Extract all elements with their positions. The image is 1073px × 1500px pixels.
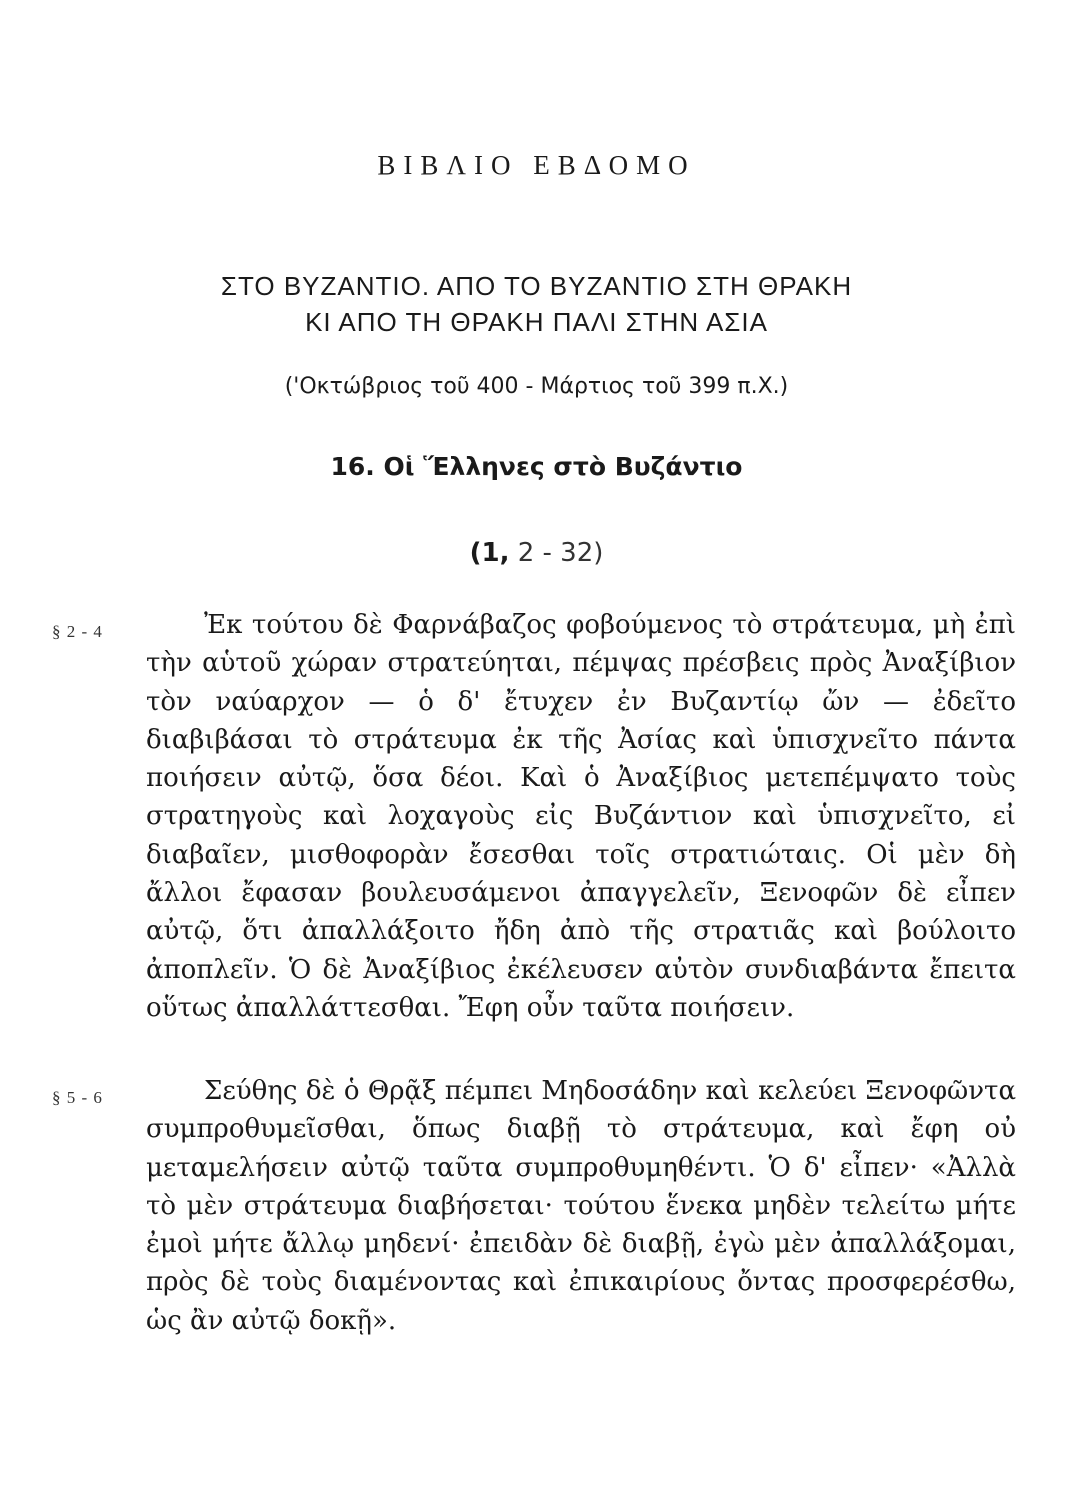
chapter-title	[0, 268, 1073, 340]
chapter-title-line-1: ΣΤΟ ΒΥΖΑΝΤΙΟ. ΑΠΟ ΤΟ ΒΥΖΑΝΤΙΟ ΣΤΗ ΘΡΑΚΗ	[220, 271, 853, 301]
book-title: ΒΙΒΛΙΟ ΕΒΔΟΜΟ	[377, 150, 696, 180]
passage-paragraph: Ἐκ τούτου δὲ Φαρνάβαζος φοβούμενος τὸ στράτευμα, μὴ ἐπὶ τὴν αὑτοῦ χώραν στρατεύηται, πέμψας πρέσβεις πρὸς Ἀναξίβιον τὸν ναύαρχον — ὁ δ' ἔτυχεν ἐν Βυζαντίῳ ὤν — ἐδεῖτο διαβιβάσαι τὸ στράτευμα ἐκ τῆς Ἀσίας καὶ ὑπισχνεῖτο πάντα ποιήσειν αὐτῷ, ὅσα δέοι. Καὶ ὁ Ἀναξίβιος μετεπέμψατο τοὺς στρατηγοὺς καὶ λοχαγοὺς εἰς Βυζάντιον καὶ ὑπισχνεῖτο, εἰ διαβαῖεν, μισθοφορὰν ἔσεσθαι τοῖς στρατιώταις. Οἱ μὲν δὴ ἄλλοι ἔφασαν βουλευσάμενοι ἀπαγγελεῖν, Ξενοφῶν δὲ εἶπεν αὐτῷ, ὅτι ἀπαλλάξοιτο ἤδη ἀπὸ τῆς στρατιᾶς καὶ βούλοιτο ἀποπλεῖν. Ὁ δὲ Ἀναξίβιος ἐκέλευσεν αὐτὸν συνδιαβάντα ἔπειτα οὕτως ἀπαλλάττεσθαι. Ἔφη οὖν ταῦτα ποιήσειν.	[146, 610, 1016, 1023]
chapter-title-line-2: ΚΙ ΑΠΟ ΤΗ ΘΡΑΚΗ ΠΑΛΙ ΣΤΗΝ ΑΣΙΑ	[305, 307, 768, 337]
section-range-book: (1,	[469, 538, 510, 568]
passage-paragraph: Σεύθης δὲ ὁ Θρᾷξ πέμπει Μηδοσάδην καὶ κελεύει Ξενοφῶντα συμπροθυμεῖσθαι, ὅπως διαβῇ τὸ στράτευμα, καὶ ἔφη οὐ μεταμελήσειν αὐτῷ ταῦτα συμπροθυμηθέντι. Ὁ δ' εἶπεν· «Ἀλλὰ τὸ μὲν στράτευμα διαβήσεται· τούτου ἕνεκα μηδὲν τελείτω μήτε ἐμοὶ μήτε ἄλλῳ μηδενί· ἐπειδὰν δὲ διαβῇ, ἐγὼ μὲν ἀπαλλάξομαι, πρὸς δὲ τοὺς διαμένοντας καὶ ἐπικαιρίους ὄντας προσφερέσθω, ὡς ἂν αὐτῷ δοκῇ».	[146, 1076, 1016, 1336]
margin-reference: § 5 - 6	[52, 1088, 103, 1107]
section-range	[0, 538, 1073, 568]
section-range-lines: 2 - 32)	[517, 538, 604, 568]
date-range: ('Οκτώβριος τοῦ 400 - Μάρτιος τοῦ 399 π.Χ.)	[284, 374, 789, 399]
section-heading: 16. Οἱ Ἕλληνες στὸ Βυζάντιο	[330, 452, 743, 481]
margin-reference: § 2 - 4	[52, 622, 103, 641]
